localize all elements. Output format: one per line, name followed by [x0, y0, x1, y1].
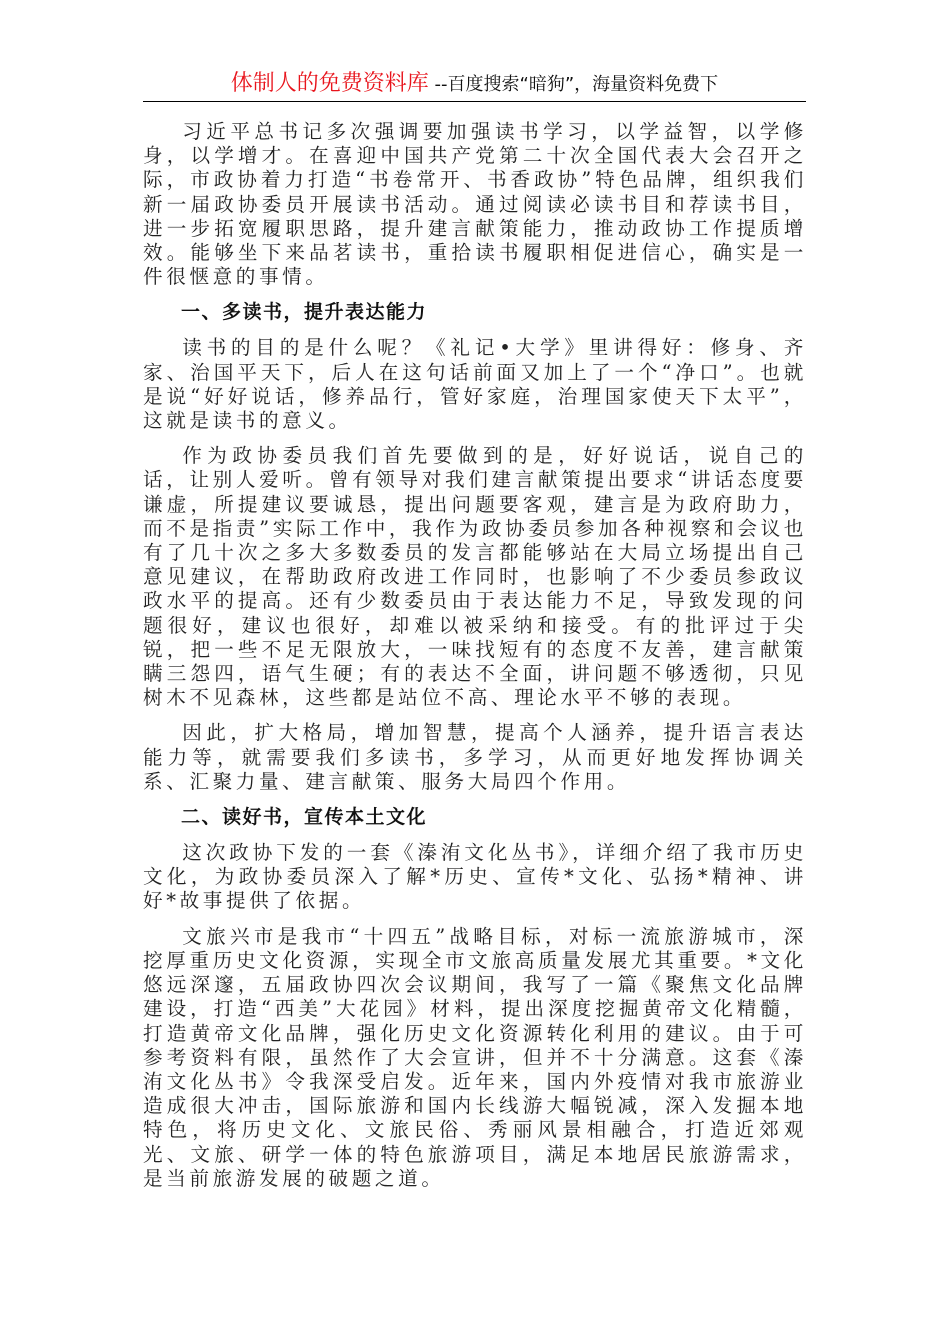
- section-1-paragraph-1: 读书的目的是什么呢？《礼记•大学》里讲得好：修身、齐家、治国平天下，后人在这句话前面又加上了一个“净口”。也就是说“好好说话，修养品行，管好家庭，治理国家使天下太平”，这就是读书的意义。: [143, 336, 807, 433]
- section-1-paragraph-2: 作为政协委员我们首先要做到的是，好好说话，说自己的话，让别人爱听。曾有领导对我们建言献策提出要求“讲话态度要谦虚，所提建议要诚恳，提出问题要客观，建言是为政府助力，而不是指责”实际工作中，我作为政协委员参加各种视察和会议也有了几十次之多大多数委员的发言都能够站在大局立场提出自己意见建议，在帮助政府改进工作同时，也影响了不少委员参政议政水平的提高。还有少数委员由于表达能力不足，导致发现的问题很好，建议也很好，却难以被采纳和接受。有的批评过于尖锐，把一些不足无限放大，一味找短有的态度不友善，建言献策瞒三怨四，语气生硬；有的表达不全面，讲问题不够透彻，只见树木不见森林，这些都是站位不高、理论水平不够的表现。: [143, 444, 807, 710]
- header-tagline: --百度搜索“暗狗”，海量资料免费下: [428, 74, 719, 95]
- section-1-paragraph-3: 因此，扩大格局，增加智慧，提高个人涵养，提升语言表达能力等，就需要我们多读书，多学习，从而更好地发挥协调关系、汇聚力量、建言献策、服务大局四个作用。: [143, 721, 807, 793]
- page-header: [143, 66, 806, 102]
- document-body: [143, 120, 807, 1202]
- section-heading-2: 二、读好书，宣传本土文化: [181, 806, 428, 829]
- section-heading-1: 一、多读书，提升表达能力: [181, 301, 428, 324]
- section-2-paragraph-2: 文旅兴市是我市“十四五”战略目标，对标一流旅游城市，深挖厚重历史文化资源，实现全市文旅高质量发展尤其重要。*文化悠远深邃，五届政协四次会议期间，我写了一篇《聚焦文化品牌建设，打造“西美”大花园》材料，提出深度挖掘黄帝文化精髓，打造黄帝文化品牌，强化历史文化资源转化利用的建议。由于可参考资料有限，虽然作了大会宣讲，但并不十分满意。这套《溱洧文化丛书》令我深受启发。近年来，国内外疫情对我市旅游业造成很大冲击，国际旅游和国内长线游大幅锐减，深入发掘本地特色，将历史文化、文旅民俗、秀丽风景相融合，打造近郊观光、文旅、研学一体的特色旅游项目，满足本地居民旅游需求，是当前旅游发展的破题之道。: [143, 924, 807, 1190]
- header-divider: [143, 101, 806, 102]
- section-2-paragraph-1: 这次政协下发的一套《溱洧文化丛书》，详细介绍了我市历史文化，为政协委员深入了解*历史、宣传*文化、弘扬*精神、讲好*故事提供了依据。: [143, 841, 807, 913]
- intro-paragraph: 习近平总书记多次强调要加强读书学习，以学益智，以学修身，以学增才。在喜迎中国共产党第二十次全国代表大会召开之际，市政协着力打造“书卷常开、书香政协”特色品牌，组织我们新一届政协委员开展读书活动。通过阅读必读书目和荐读书目，进一步拓宽履职思路，提升建言献策能力，推动政协工作提质增效。能够坐下来品茗读书，重拾读书履职相促进信心，确实是一件很惬意的事情。: [143, 120, 807, 289]
- header-brand: 体制人的免费资料库: [230, 71, 429, 96]
